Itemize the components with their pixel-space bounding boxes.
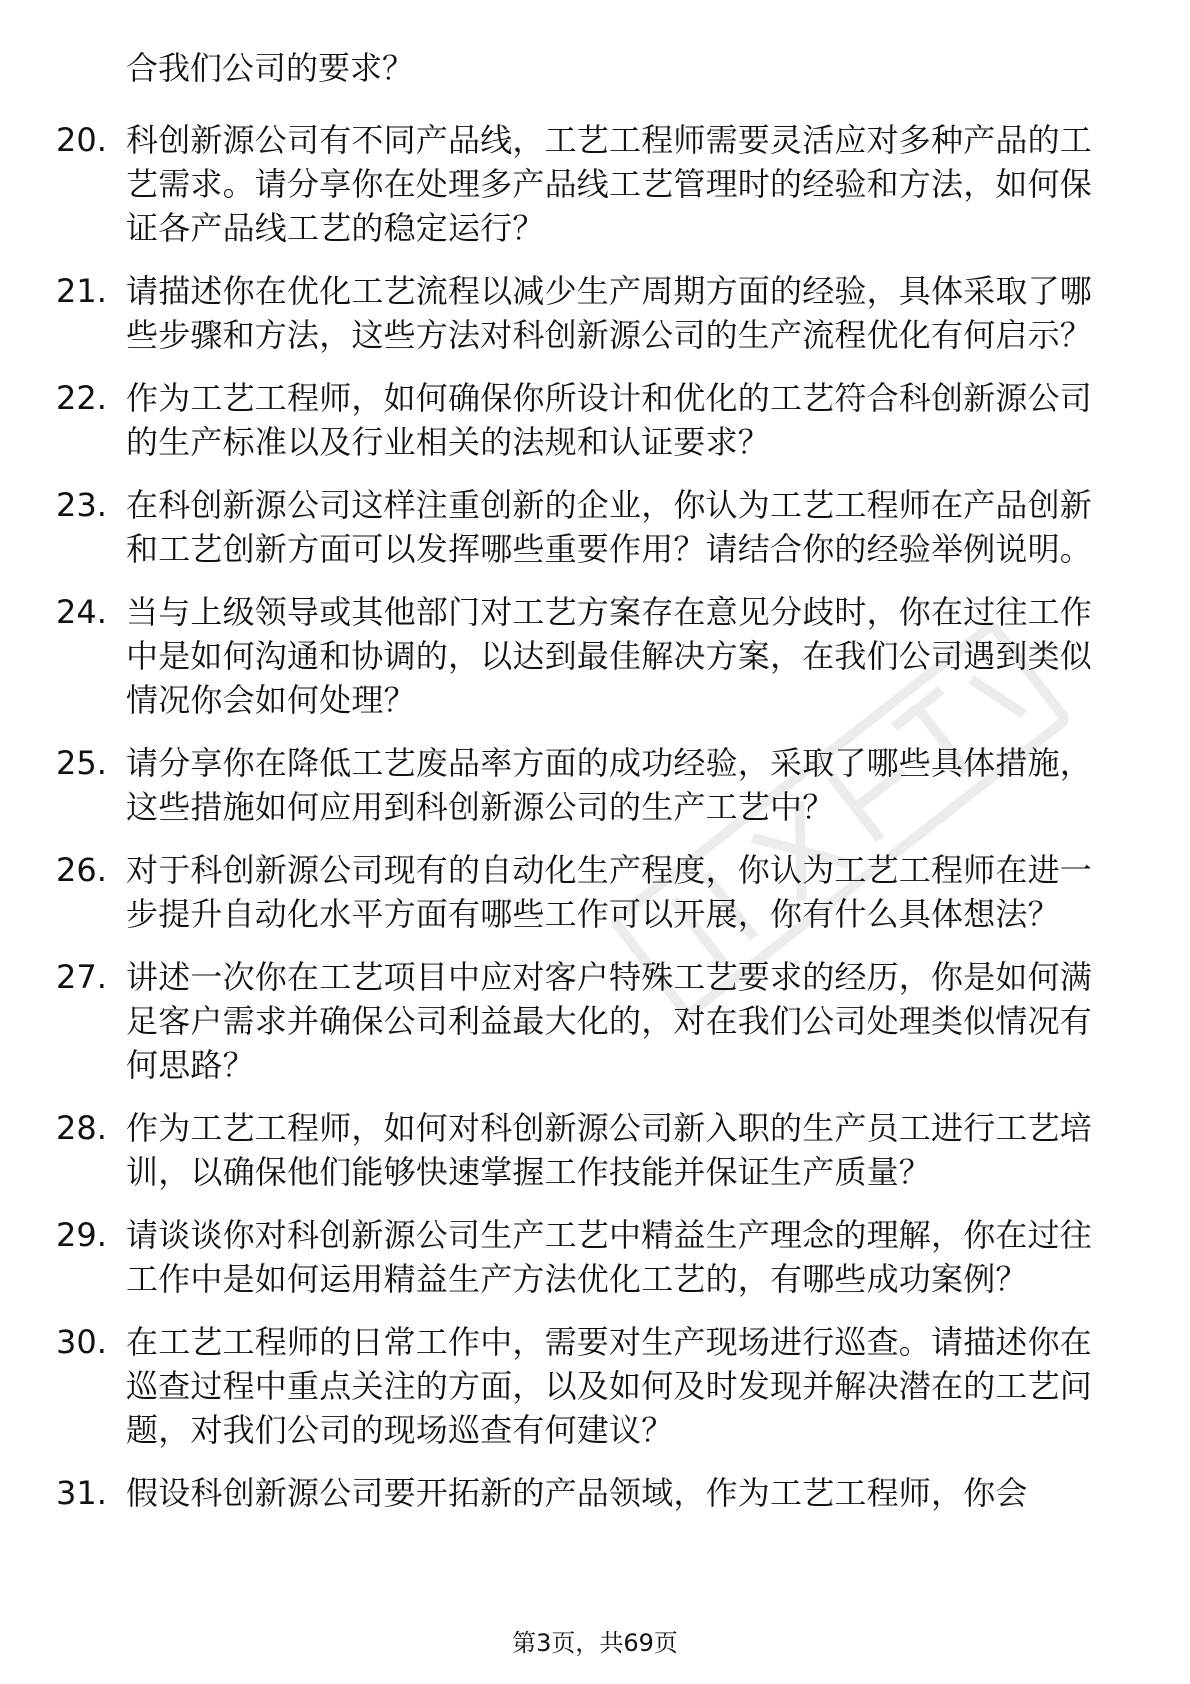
question-number: 29. [56, 1216, 107, 1254]
question-text: 科创新源公司有不同产品线，工艺工程师需要灵活应对多种产品的工艺需求。请分享你在处理多产品线工艺管理时的经验和方法，如何保证各产品线工艺的稳定运行？ [126, 121, 1093, 247]
question-item [56, 590, 1116, 722]
question-number: 30. [56, 1323, 107, 1361]
question-item [56, 848, 1116, 936]
question-item [56, 955, 1116, 1087]
question-text: 在科创新源公司这样注重创新的企业，你认为工艺工程师在产品创新和工艺创新方面可以发挥哪些重要作用？请结合你的经验举例说明。 [126, 486, 1093, 568]
question-number: 24. [56, 593, 107, 631]
question-item [56, 269, 1116, 357]
question-text: 假设科创新源公司要开拓新的产品领域，作为工艺工程师，你会 [126, 1474, 1028, 1512]
question-text: 对于科创新源公司现有的自动化生产程度，你认为工艺工程师在进一步提升自动化水平方面有哪些工作可以开展，你有什么具体想法？ [126, 851, 1093, 933]
question-number: 27. [56, 958, 107, 996]
question-item [56, 741, 1116, 829]
question-number: 25. [56, 744, 107, 782]
question-item [56, 1106, 1116, 1194]
question-item [56, 1471, 1116, 1515]
continuation-text: 合我们公司的要求？ [126, 49, 415, 87]
question-text: 当与上级领导或其他部门对工艺方案存在意见分歧时，你在过往工作中是如何沟通和协调的，以达到最佳解决方案，在我们公司遇到类似情况你会如何处理？ [126, 593, 1093, 719]
question-text: 请描述你在优化工艺流程以减少生产周期方面的经验，具体采取了哪些步骤和方法，这些方法对科创新源公司的生产流程优化有何启示？ [126, 272, 1093, 354]
question-number: 31. [56, 1474, 107, 1512]
question-text: 请谈谈你对科创新源公司生产工艺中精益生产理念的理解，你在过往工作中是如何运用精益生产方法优化工艺的，有哪些成功案例？ [126, 1216, 1093, 1298]
question-number: 21. [56, 272, 107, 310]
page-footer: 第3页，共69页 [512, 1629, 678, 1657]
question-item [56, 118, 1116, 250]
question-item [56, 376, 1116, 464]
question-item [56, 483, 1116, 571]
question-number: 26. [56, 851, 107, 889]
question-number: 28. [56, 1109, 107, 1147]
question-item [56, 1213, 1116, 1301]
question-text: 作为工艺工程师，如何对科创新源公司新入职的生产员工进行工艺培训，以确保他们能够快速掌握工作技能并保证生产质量？ [126, 1109, 1093, 1191]
question-list [56, 118, 1116, 1534]
question-text: 讲述一次你在工艺项目中应对客户特殊工艺要求的经历，你是如何满足客户需求并确保公司利益最大化的，对在我们公司处理类似情况有何思路？ [126, 958, 1093, 1084]
question-text: 请分享你在降低工艺废品率方面的成功经验，采取了哪些具体措施，这些措施如何应用到科创新源公司的生产工艺中？ [126, 744, 1093, 826]
question-number: 20. [56, 121, 107, 159]
question-text: 在工艺工程师的日常工作中，需要对生产现场进行巡查。请描述你在巡查过程中重点关注的方面，以及如何及时发现并解决潜在的工艺问题，对我们公司的现场巡查有何建议？ [126, 1323, 1093, 1449]
question-number: 22. [56, 379, 107, 417]
question-text: 作为工艺工程师，如何确保你所设计和优化的工艺符合科创新源公司的生产标准以及行业相关的法规和认证要求？ [126, 379, 1093, 461]
question-number: 23. [56, 486, 107, 524]
question-item [56, 1320, 1116, 1452]
